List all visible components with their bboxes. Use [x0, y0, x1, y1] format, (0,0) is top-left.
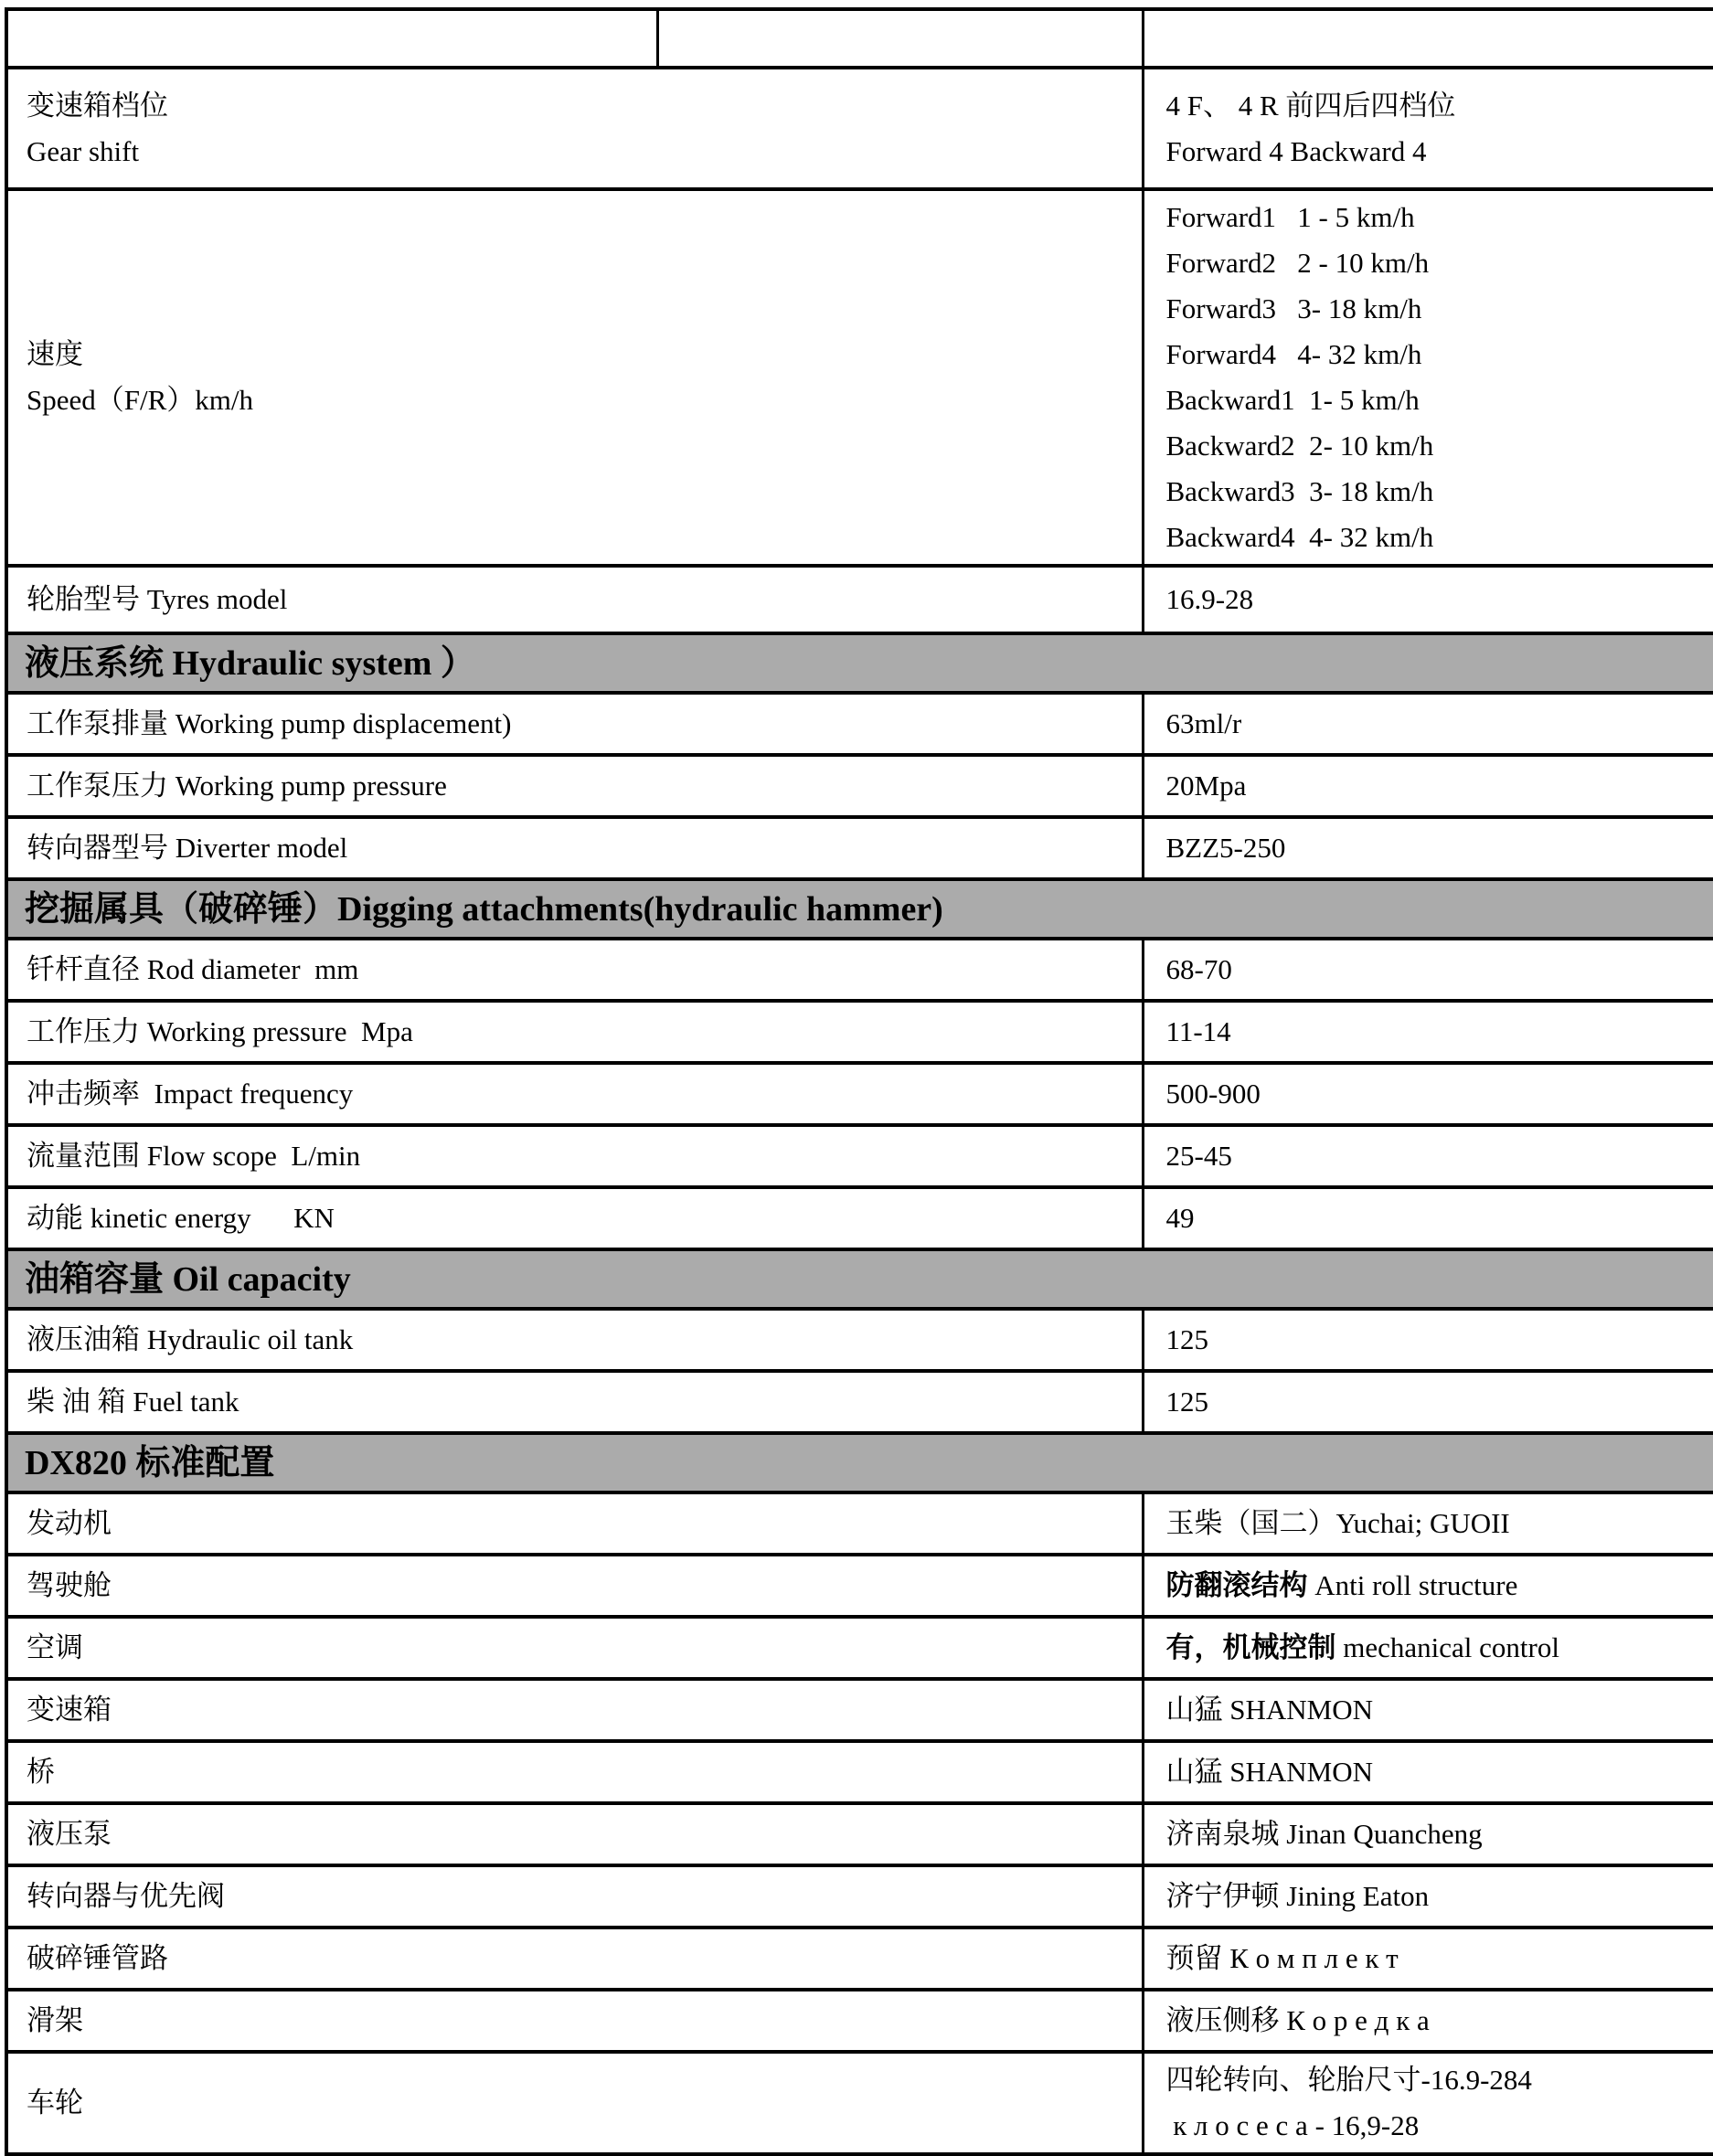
value-line: 49 [1165, 1202, 1195, 1234]
spec-row [6, 1063, 1713, 1125]
spec-row [6, 1187, 1713, 1249]
spec-label-cell [6, 939, 1143, 1001]
value-line: Backward2 2- 10 km/h [1165, 430, 1434, 462]
spec-label-cell [6, 693, 1143, 755]
label-line: 柴 油 箱 Fuel tank [27, 1386, 239, 1418]
label-line: 冲击频率 Impact frequency [27, 1078, 354, 1110]
value-line: 25-45 [1165, 1140, 1232, 1172]
spec-value-cell [1143, 939, 1713, 1001]
label-line: Speed（F/R）km/h [27, 384, 254, 416]
label-line: 变速箱档位 [27, 89, 168, 122]
value-line: 山猛 SHANMON [1165, 1756, 1373, 1788]
spec-label-cell [6, 1063, 1143, 1125]
label-line: 工作压力 Working pressure Mpa [27, 1015, 413, 1047]
value-line: Backward1 1- 5 km/h [1165, 384, 1420, 416]
value-line: Forward1 1 - 5 km/h [1165, 201, 1415, 233]
section-header-row [6, 633, 1713, 693]
spec-value-cell [1143, 1803, 1713, 1865]
spec-label-cell [6, 1187, 1143, 1249]
spec-label-cell [6, 2052, 1143, 2154]
value-line: 11-14 [1165, 1015, 1231, 1047]
spec-label-cell [6, 189, 1143, 566]
spec-row [6, 693, 1713, 755]
value-line: к л о с е с а - 16,9-28 [1165, 2109, 1420, 2141]
value-line: Backward3 3- 18 km/h [1165, 475, 1434, 507]
section-header-row [6, 879, 1713, 939]
label-line: 破碎锤管路 [27, 1942, 168, 1974]
value-line: Forward 4 Backward 4 [1165, 134, 1427, 167]
label-line: 流量范围 Flow scope L/min [27, 1140, 361, 1172]
value-line: Backward4 4- 32 km/h [1165, 521, 1434, 553]
spec-value-cell [1143, 1555, 1713, 1617]
spec-row [6, 1928, 1713, 1990]
label-line: 滑架 [27, 2004, 83, 2036]
spec-label-cell [6, 1865, 1143, 1928]
label-line: 变速箱 [27, 1694, 112, 1726]
spec-table [5, 7, 1713, 2156]
label-line: 转向器型号 Diverter model [27, 832, 348, 864]
label-line: 转向器与优先阀 [27, 1880, 225, 1912]
spec-value-cell [1143, 755, 1713, 817]
label-line: 液压油箱 Hydraulic oil tank [27, 1323, 354, 1355]
value-line: BZZ5-250 [1165, 832, 1286, 864]
value-line: 山猛 SHANMON [1165, 1694, 1373, 1726]
value-line: 63ml/r [1165, 707, 1242, 739]
spec-label-cell [6, 1679, 1143, 1741]
label-line: 液压泵 [27, 1818, 112, 1850]
spec-value-cell [1143, 68, 1713, 189]
spec-value-cell [1143, 189, 1713, 566]
value-line: Forward2 2 - 10 km/h [1165, 247, 1430, 279]
spec-row [6, 2052, 1713, 2154]
value-line: 68-70 [1165, 953, 1232, 985]
spec-value-cell [1143, 1001, 1713, 1063]
value-line: Forward3 3- 18 km/h [1165, 292, 1422, 324]
spec-label-cell [6, 1928, 1143, 1990]
value-line: 125 [1165, 1386, 1208, 1418]
empty-header-cell [1143, 9, 1713, 68]
value-line: 16.9-28 [1165, 583, 1254, 615]
spec-value-cell [1143, 1125, 1713, 1187]
label-line: 空调 [27, 1631, 83, 1663]
label-line: 桥 [27, 1756, 55, 1788]
section-header-row [6, 1249, 1713, 1309]
section-header: DX820 标准配置 [6, 1433, 1713, 1492]
spec-value-cell [1143, 1617, 1713, 1679]
spec-value-cell [1143, 1865, 1713, 1928]
spec-label-cell [6, 1990, 1143, 2052]
spec-label-cell [6, 566, 1143, 633]
spec-label-cell [6, 1125, 1143, 1187]
spec-row [6, 1001, 1713, 1063]
spec-label-cell [6, 1492, 1143, 1555]
label-line: 速度 [27, 338, 83, 370]
spec-row [6, 189, 1713, 566]
value-text: Anti roll structure [1307, 1569, 1518, 1601]
section-header: 液压系统 Hydraulic system ） [6, 633, 1713, 693]
value-line: 四轮转向、轮胎尺寸-16.9-284 [1165, 2064, 1532, 2096]
spec-row [6, 1371, 1713, 1433]
value-line: 济南泉城 Jinan Quancheng [1165, 1818, 1483, 1850]
spec-row [6, 1555, 1713, 1617]
value-line: 预留 К о м п л е к т [1165, 1942, 1399, 1974]
spec-row [6, 817, 1713, 879]
spec-label-cell [6, 817, 1143, 879]
spec-row [6, 1741, 1713, 1803]
section-header: 挖掘属具（破碎锤）Digging attachments(hydraulic hammer) [6, 879, 1713, 939]
spec-value-cell [1143, 1371, 1713, 1433]
spec-label-cell [6, 755, 1143, 817]
spec-value-cell [1143, 817, 1713, 879]
spec-row [6, 1803, 1713, 1865]
spec-value-cell [1143, 566, 1713, 633]
value-line: 500-900 [1165, 1078, 1261, 1110]
spec-row [6, 68, 1713, 189]
spec-value-cell [1143, 1928, 1713, 1990]
spec-value-cell [1143, 1309, 1713, 1371]
spec-label-cell [6, 1371, 1143, 1433]
empty-header-cell [6, 9, 657, 68]
label-line: 钎杆直径 Rod diameter mm [27, 953, 359, 985]
section-header: 油箱容量 Oil capacity [6, 1249, 1713, 1309]
spec-label-cell [6, 1309, 1143, 1371]
spec-row [6, 1865, 1713, 1928]
value-line: Forward4 4- 32 km/h [1165, 338, 1422, 370]
spec-row [6, 1309, 1713, 1371]
spec-label-cell [6, 1803, 1143, 1865]
label-line: 车轮 [27, 2087, 83, 2119]
value-text: mechanical control [1335, 1631, 1559, 1663]
spec-label-cell [6, 68, 1143, 189]
value-line: 125 [1165, 1323, 1208, 1355]
label-line: 工作泵排量 Working pump displacement) [27, 707, 512, 739]
label-line: 驾驶舱 [27, 1569, 112, 1601]
spec-row [6, 755, 1713, 817]
spec-value-cell [1143, 2052, 1713, 2154]
spec-value-cell [1143, 1679, 1713, 1741]
spec-value-cell [1143, 1187, 1713, 1249]
label-line: 工作泵压力 Working pump pressure [27, 770, 447, 802]
spec-label-cell [6, 1555, 1143, 1617]
section-header-row [6, 1433, 1713, 1492]
empty-header-row [6, 9, 1713, 68]
spec-table-body [6, 9, 1713, 2154]
spec-value-cell [1143, 693, 1713, 755]
spec-label-cell [6, 1617, 1143, 1679]
value-line: 济宁伊顿 Jining Eaton [1165, 1880, 1430, 1912]
spec-label-cell [6, 1001, 1143, 1063]
label-line: 动能 kinetic energy KN [27, 1202, 335, 1234]
label-line: 发动机 [27, 1507, 112, 1539]
spec-value-cell [1143, 1492, 1713, 1555]
spec-row [6, 1679, 1713, 1741]
value-line: 20Mpa [1165, 770, 1247, 802]
spec-row [6, 1617, 1713, 1679]
spec-row [6, 1492, 1713, 1555]
spec-value-cell [1143, 1063, 1713, 1125]
spec-value-cell [1143, 1741, 1713, 1803]
label-line: 轮胎型号 Tyres model [27, 583, 288, 615]
empty-header-cell [657, 9, 1143, 68]
label-line: Gear shift [27, 134, 140, 167]
value-line [1166, 1625, 1700, 1671]
value-line: 玉柴（国二）Yuchai; GUOII [1165, 1507, 1510, 1539]
spec-row [6, 1990, 1713, 2052]
spec-row [6, 566, 1713, 633]
spec-label-cell [6, 1741, 1143, 1803]
spec-row [6, 1125, 1713, 1187]
value-emphasis: 防翻滚结构 [1165, 1569, 1308, 1601]
value-line [1166, 1563, 1700, 1609]
value-line: 4 F、 4 R 前四后四档位 [1165, 89, 1456, 122]
value-line: 液压侧移 К о р е д к а [1165, 2004, 1430, 2036]
spec-value-cell [1143, 1990, 1713, 2052]
spec-row [6, 939, 1713, 1001]
value-emphasis: 有，机械控制 [1165, 1631, 1336, 1663]
